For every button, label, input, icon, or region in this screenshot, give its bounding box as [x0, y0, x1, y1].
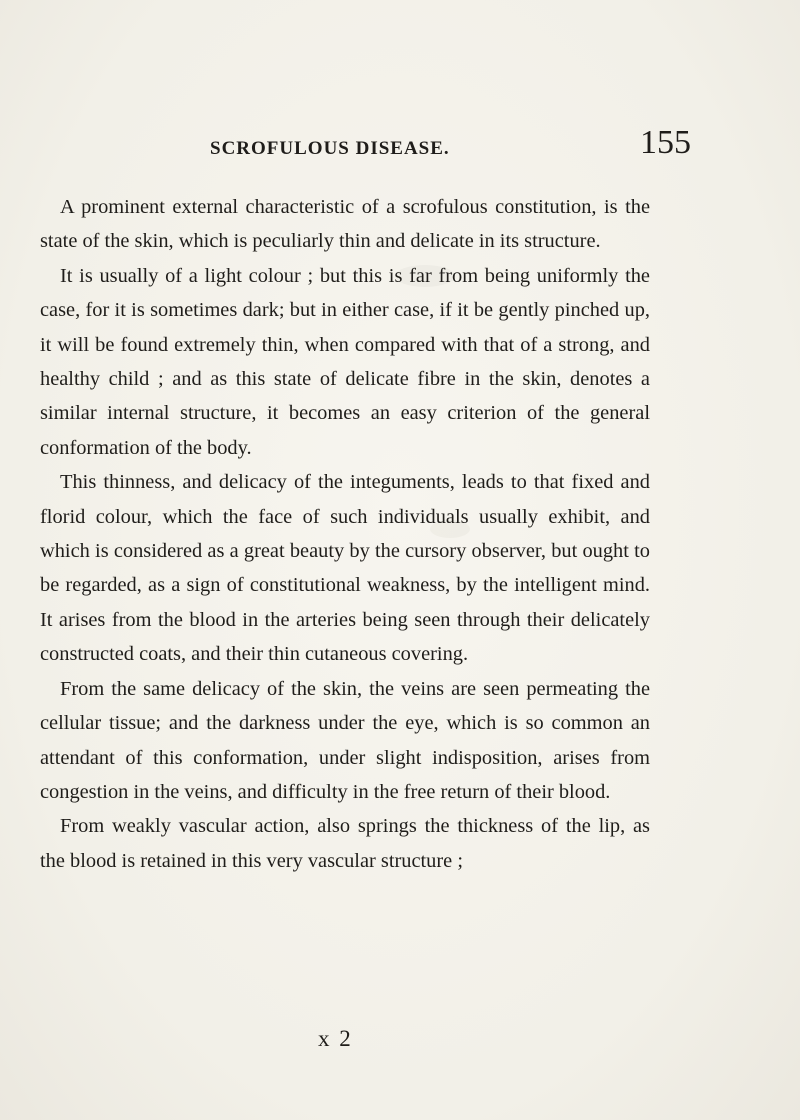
- paragraph: It is usually of a light colour ; but this is far from being uniformly the case, for it is sometimes dark; but in either case, if it be gently pinched up, it will be found extremely thin, when compared with that of a strong, and healthy child ; and as this state of delicate fibre in the skin, denotes a similar internal structure, it becomes an easy criterion of the general conformation of the body.: [40, 264, 650, 459]
- paragraph: This thinness, and delicacy of the integuments, leads to that fixed and florid colour, which the face of such individuals usually exhibit, and which is considered as a great beauty by the cursory observer, but ought to be regarded, as a sign of constitutional weakness, by the intelligent mind. It arises from the blood in the arteries being seen through their delicately constructed coats, and their thin cutaneous covering.: [40, 471, 650, 666]
- signature-mark: x 2: [318, 1026, 353, 1051]
- paragraph: A prominent external characteristic of a scrofulous constitution, is the state of the skin, which is peculiarly thin and delicate in its structure.: [40, 196, 650, 253]
- running-head: SCROFULOUS DISEASE.: [210, 138, 450, 159]
- body-text: [40, 190, 650, 878]
- paragraph: From the same delicacy of the skin, the veins are seen permeating the cellular tissue; and the darkness under the eye, which is so common an attendant of this conformation, under slight indisposition, arises from congestion in the veins, and difficulty in the free return of their blood.: [40, 677, 650, 803]
- page-number: 155: [640, 124, 691, 161]
- paragraph: From weakly vascular action, also springs the thickness of the lip, as the blood is retained in this very vascular structure ;: [40, 815, 650, 872]
